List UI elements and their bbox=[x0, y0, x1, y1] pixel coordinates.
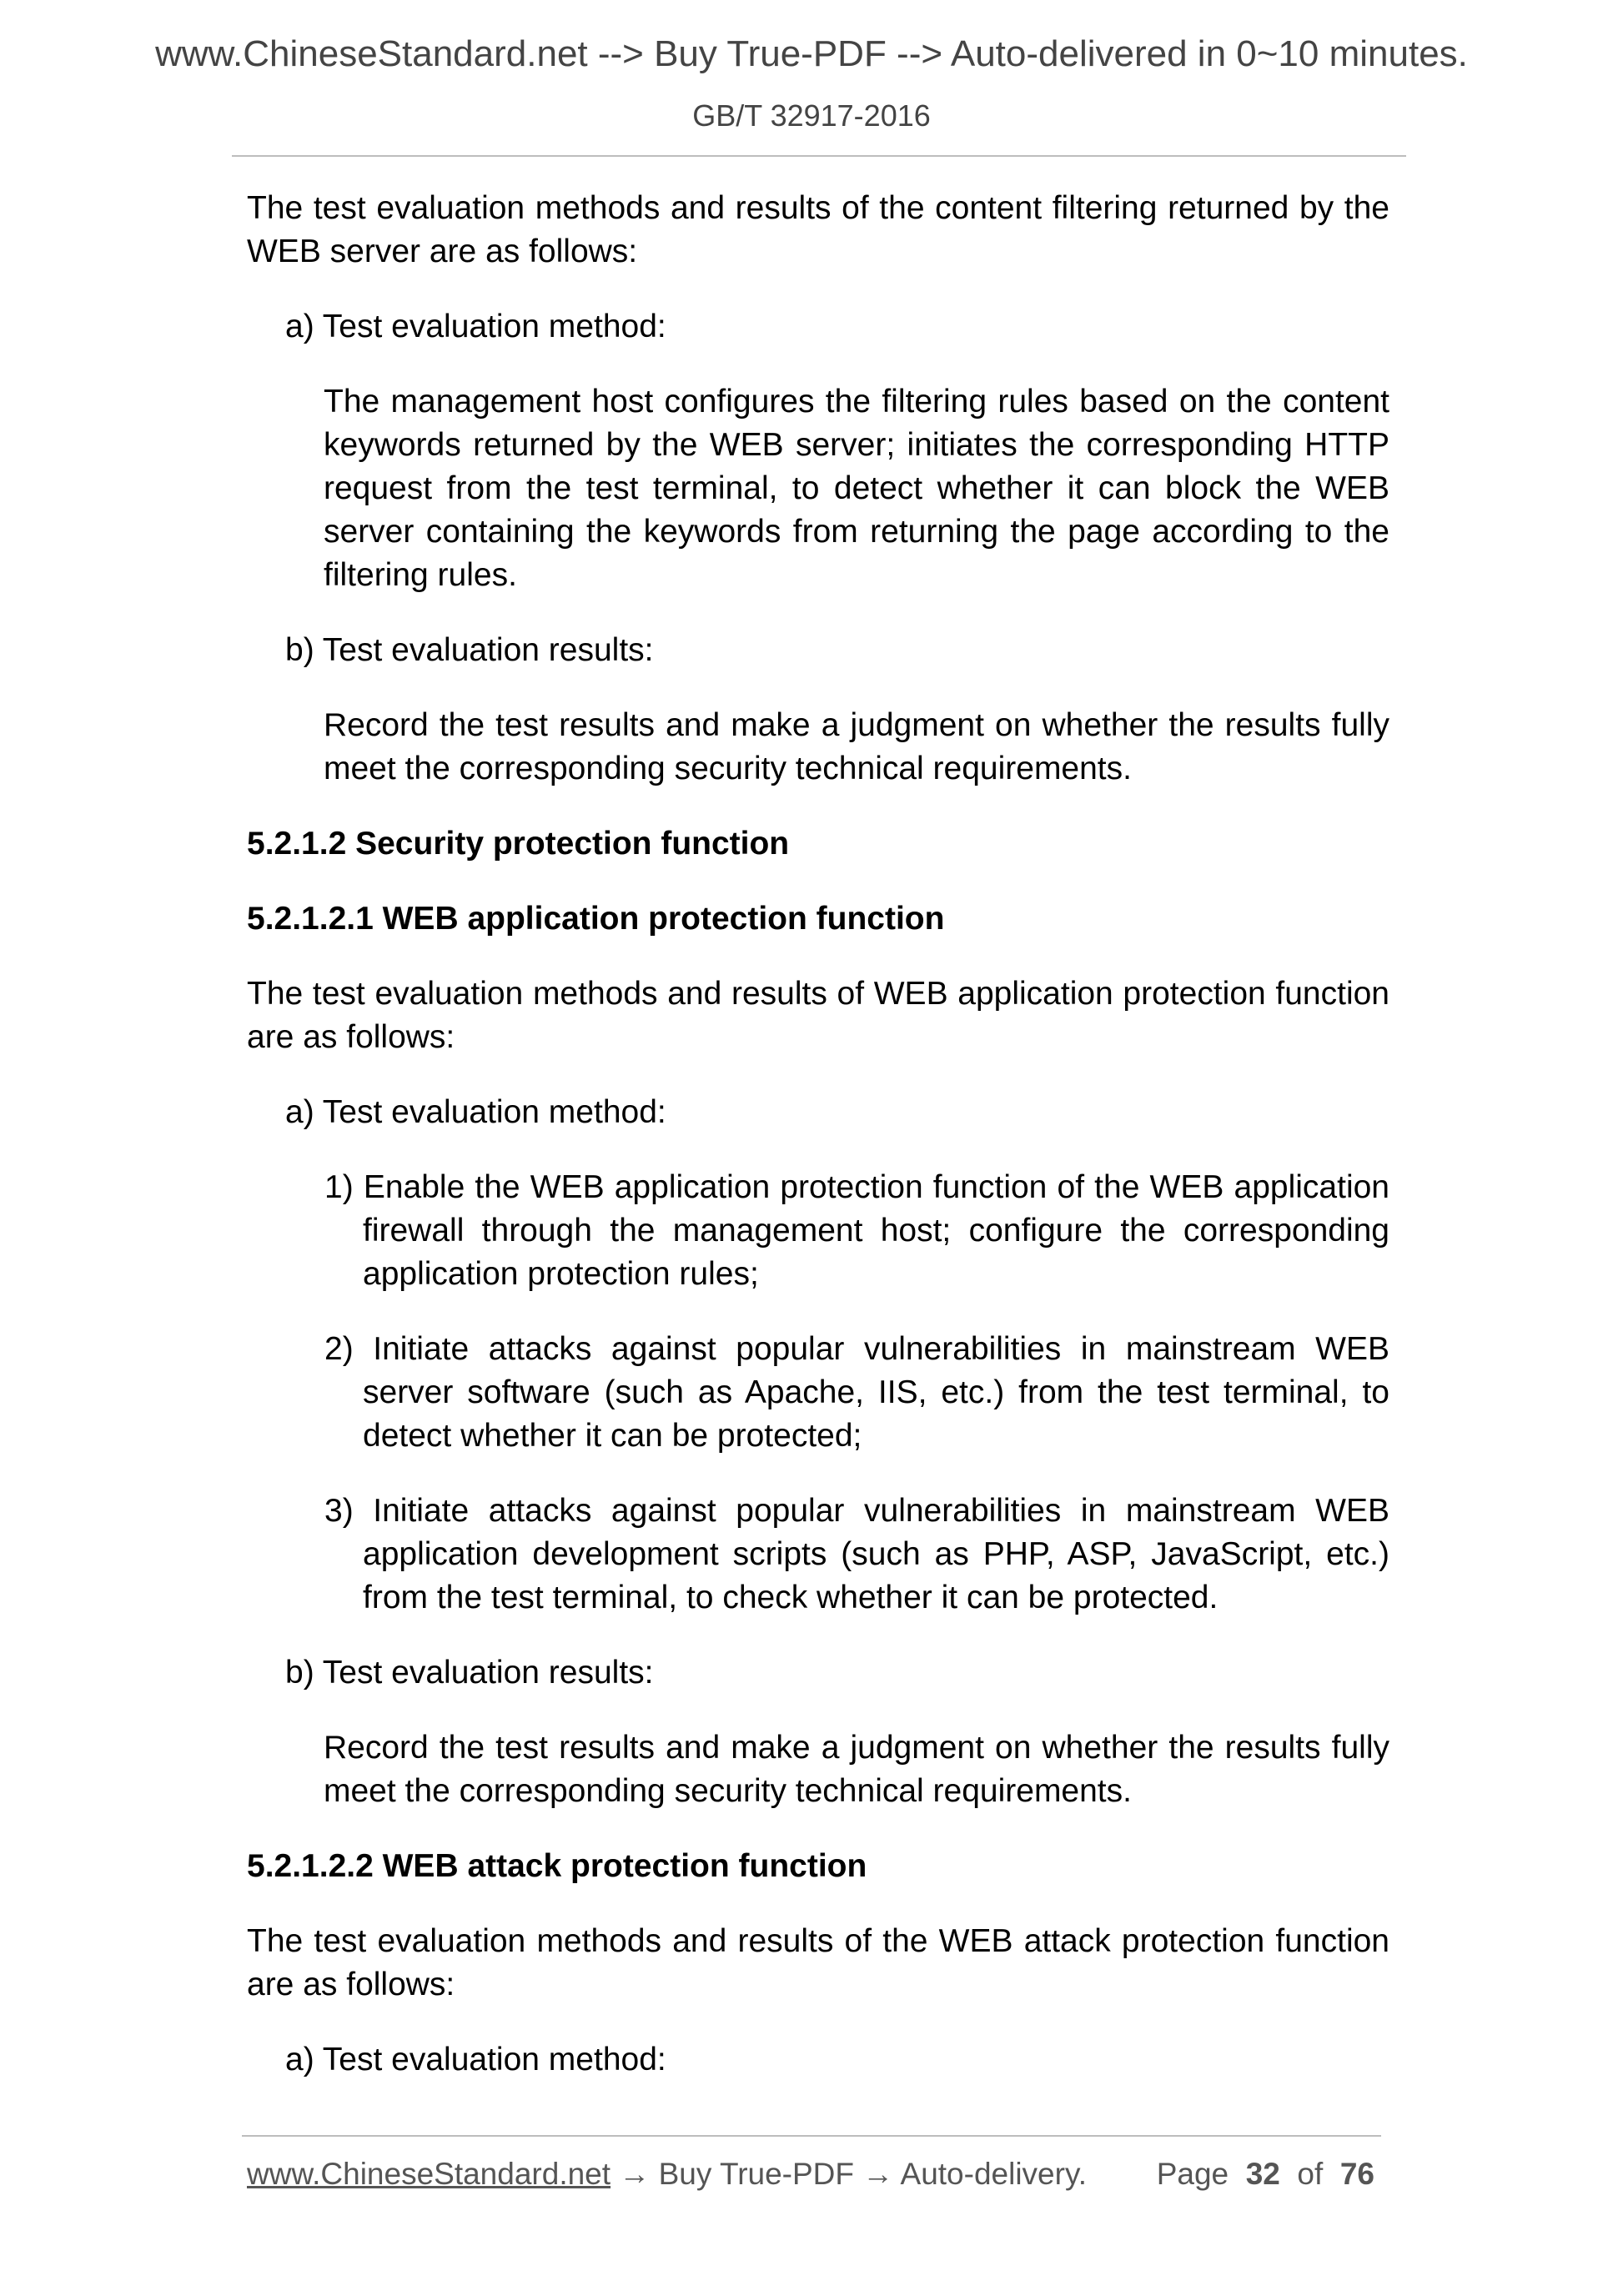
standard-id: GB/T 32917-2016 bbox=[692, 98, 931, 133]
list-item-a: a) Test evaluation method: bbox=[285, 309, 666, 344]
subsection-heading: 5.2.1.2.2 WEB attack protection function bbox=[247, 1848, 867, 1884]
results-text: Record the test results and make a judgment on whether the results fully meet the corresponding security technical requirements. bbox=[324, 707, 1389, 786]
list-item-a: a) Test evaluation method: bbox=[285, 2042, 666, 2077]
list-item-a: a) Test evaluation method: bbox=[285, 1094, 666, 1130]
header-divider bbox=[232, 155, 1406, 157]
numbered-item: 2) Initiate attacks against popular vulnerabilities in mainstream WEB server software (such as Apache, IIS, etc.) from the test terminal, to detect whether it can be protected; bbox=[324, 1331, 1389, 1454]
numbered-item: 1) Enable the WEB application protection function of the WEB application firewall through the management host; configure the corresponding application protection rules; bbox=[324, 1169, 1389, 1292]
numbered-item: 3) Initiate attacks against popular vulnerabilities in mainstream WEB application development scripts (such as PHP, ASP, JavaScript, etc.) from the test terminal, to check whether it can be protected. bbox=[324, 1493, 1389, 1615]
method-text: The management host configures the filtering rules based on the content keywords returned by the WEB server; initiates the corresponding HTTP request from the test terminal, to detect whether it can block the WEB server containing the keywords from returning the page according to the filtering rules. bbox=[324, 384, 1389, 593]
page-label: Page bbox=[1156, 2157, 1229, 2191]
results-text: Record the test results and make a judgment on whether the results fully meet the corresponding security technical requirements. bbox=[324, 1730, 1389, 1809]
subsection-heading: 5.2.1.2.1 WEB application protection function bbox=[247, 901, 945, 937]
page-number: 32 bbox=[1245, 2157, 1280, 2191]
page-content bbox=[247, 187, 1389, 2113]
total-pages: 76 bbox=[1339, 2157, 1374, 2191]
banner-text: www.ChineseStandard.net --> Buy True-PDF --> Auto-delivered in 0~10 minutes. bbox=[155, 33, 1468, 74]
footer-divider bbox=[242, 2135, 1381, 2137]
footer-buy-text: → Buy True-PDF → Auto-delivery. bbox=[611, 2157, 1087, 2191]
list-item-b: b) Test evaluation results: bbox=[285, 1655, 654, 1691]
section-heading: 5.2.1.2 Security protection function bbox=[247, 826, 790, 862]
intro-paragraph: The test evaluation methods and results of WEB application protection function are as follows: bbox=[247, 976, 1389, 1055]
footer-left bbox=[247, 2157, 1087, 2192]
intro-paragraph: The test evaluation methods and results of the content filtering returned by the WEB server are as follows: bbox=[247, 190, 1389, 269]
of-label: of bbox=[1297, 2157, 1324, 2191]
list-item-b: b) Test evaluation results: bbox=[285, 632, 654, 668]
footer-link[interactable]: www.ChineseStandard.net bbox=[247, 2157, 611, 2191]
intro-paragraph: The test evaluation methods and results of the WEB attack protection function are as follows: bbox=[247, 1923, 1389, 2002]
page-indicator bbox=[1157, 2157, 1374, 2192]
